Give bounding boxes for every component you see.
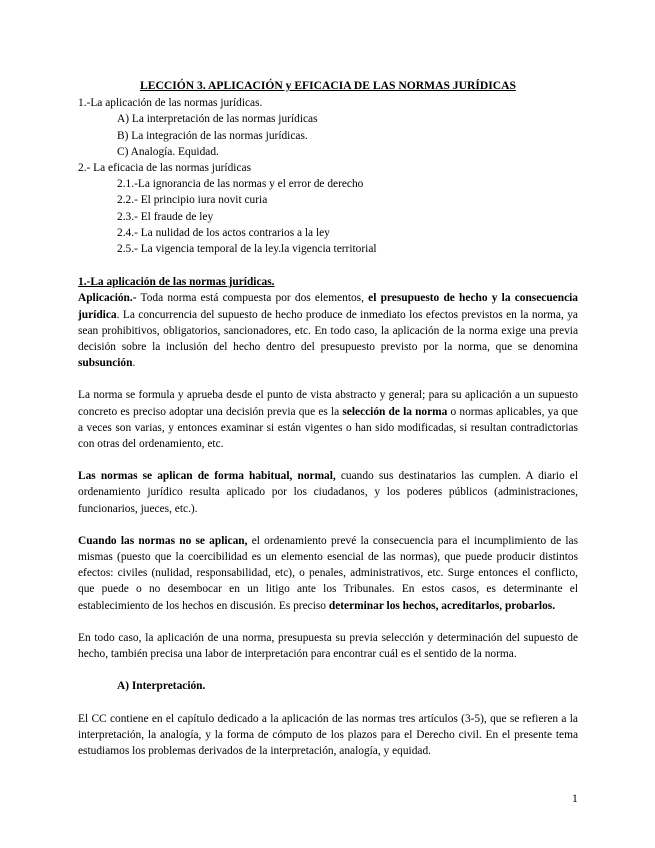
outline-item: B) La integración de las normas jurídicas. bbox=[117, 129, 308, 142]
outline-item: 2.4.- La nulidad de los actos contrarios a la ley bbox=[117, 226, 330, 239]
bold-term: Las normas se aplican de forma habitual, normal, bbox=[78, 470, 336, 483]
outline-item: 2.3.- El fraude de ley bbox=[117, 210, 214, 223]
page-number: 1 bbox=[572, 792, 578, 805]
paragraph-text: el ordenamiento prevé la consecuencia para el incumplimiento de las mismas (puesto que la coercibilidad es un elemento esencial de las normas), que puede producir distintos efectos: civiles (nulidad, responsabilidad, etc), o penales, administrativos, etc. Surge entonces el conflicto, que puede o no desembocar en un litigo ante los Tribunales. En estos casos, es determinante el establecimiento de los hechos en discusión. Es preciso bbox=[78, 534, 578, 612]
outline-item: 1.-La aplicación de las normas jurídicas. bbox=[78, 97, 263, 110]
outline-item: A) La interpretación de las normas jurídicas bbox=[117, 113, 318, 126]
paragraph-text: cuando sus destinatarios las cumplen. A diario el ordenamiento jurídico resulta aplicado por los ciudadanos, y los poderes públicos (administraciones, funcionarios, jueces, etc.). bbox=[78, 470, 578, 515]
paragraph-text: La norma se formula y aprueba desde el punto de vista abstracto y general; para su aplicación a un supuesto concreto es preciso adoptar una decisión previa que es la bbox=[78, 389, 578, 418]
outline-item: 2.5.- La vigencia temporal de la ley.la vigencia territorial bbox=[117, 243, 377, 256]
bold-term: Cuando las normas no se aplican, bbox=[78, 534, 248, 547]
paragraph-seleccion bbox=[78, 387, 578, 452]
subsection-heading: A) Interpretación. bbox=[117, 680, 206, 693]
paragraph-aplicacion-habitual bbox=[78, 468, 578, 517]
paragraph-text: Toda norma está compuesta por dos elementos, bbox=[136, 292, 369, 305]
outline-item: 2.- La eficacia de las normas jurídicas bbox=[78, 162, 251, 175]
paragraph-text: . bbox=[132, 357, 136, 370]
bold-term: determinar los hechos, acreditarlos, probarlos. bbox=[328, 599, 556, 612]
bold-term: Aplicación.- bbox=[78, 292, 137, 305]
bold-term: selección de la norma bbox=[342, 405, 448, 418]
paragraph-codigo-civil: El CC contiene en el capítulo dedicado a la aplicación de las normas tres artículos (3-5), que se refieren a la interpretación, la analogía, y la forma de cómputo de los plazos para el Derecho civil. En el presente tema estudiamos los problemas derivados de la interpretación, analogía, y equidad. bbox=[78, 712, 578, 757]
paragraph-text: o normas aplicables, ya que a veces son varias, y entonces examinar si están vigentes o han sido modificadas, si resultan contradictorias con otras del ordenamiento, etc. bbox=[78, 405, 578, 451]
paragraph-incumplimiento bbox=[78, 533, 578, 614]
outline-list bbox=[78, 95, 578, 257]
outline-item: C) Analogía. Equidad. bbox=[117, 145, 219, 158]
bold-term: el presupuesto de hecho y la consecuencia jurídica bbox=[78, 292, 578, 321]
outline-item: 2.1.-La ignorancia de las normas y el error de derecho bbox=[117, 178, 364, 191]
paragraph-aplicacion bbox=[78, 290, 578, 371]
paragraph-text: . La concurrencia del supuesto de hecho produce de inmediato los efectos previstos en la norma, ya sean prohibitivos, obligatorios, sancionadores, etc. En todo caso, la aplicación de la norma exige una previa decisión sobre la inclusión del hecho dentro del presupuesto previsto por la norma, que se denomina bbox=[78, 308, 578, 354]
bold-term: subsunción bbox=[78, 357, 133, 370]
lesson-title: LECCIÓN 3. APLICACIÓN y EFICACIA DE LAS NORMAS JURÍDICAS bbox=[140, 79, 516, 92]
paragraph-interpretacion-intro: En todo caso, la aplicación de una norma, presupuesta su previa selección y determinación del supuesto de hecho, también precisa una labor de interpretación para encontrar cuál es el sentido de la norma. bbox=[78, 631, 578, 661]
outline-item: 2.2.- El principio iura novit curia bbox=[117, 194, 268, 207]
section-heading: 1.-La aplicación de las normas jurídicas. bbox=[78, 276, 275, 289]
page-content bbox=[78, 78, 578, 759]
